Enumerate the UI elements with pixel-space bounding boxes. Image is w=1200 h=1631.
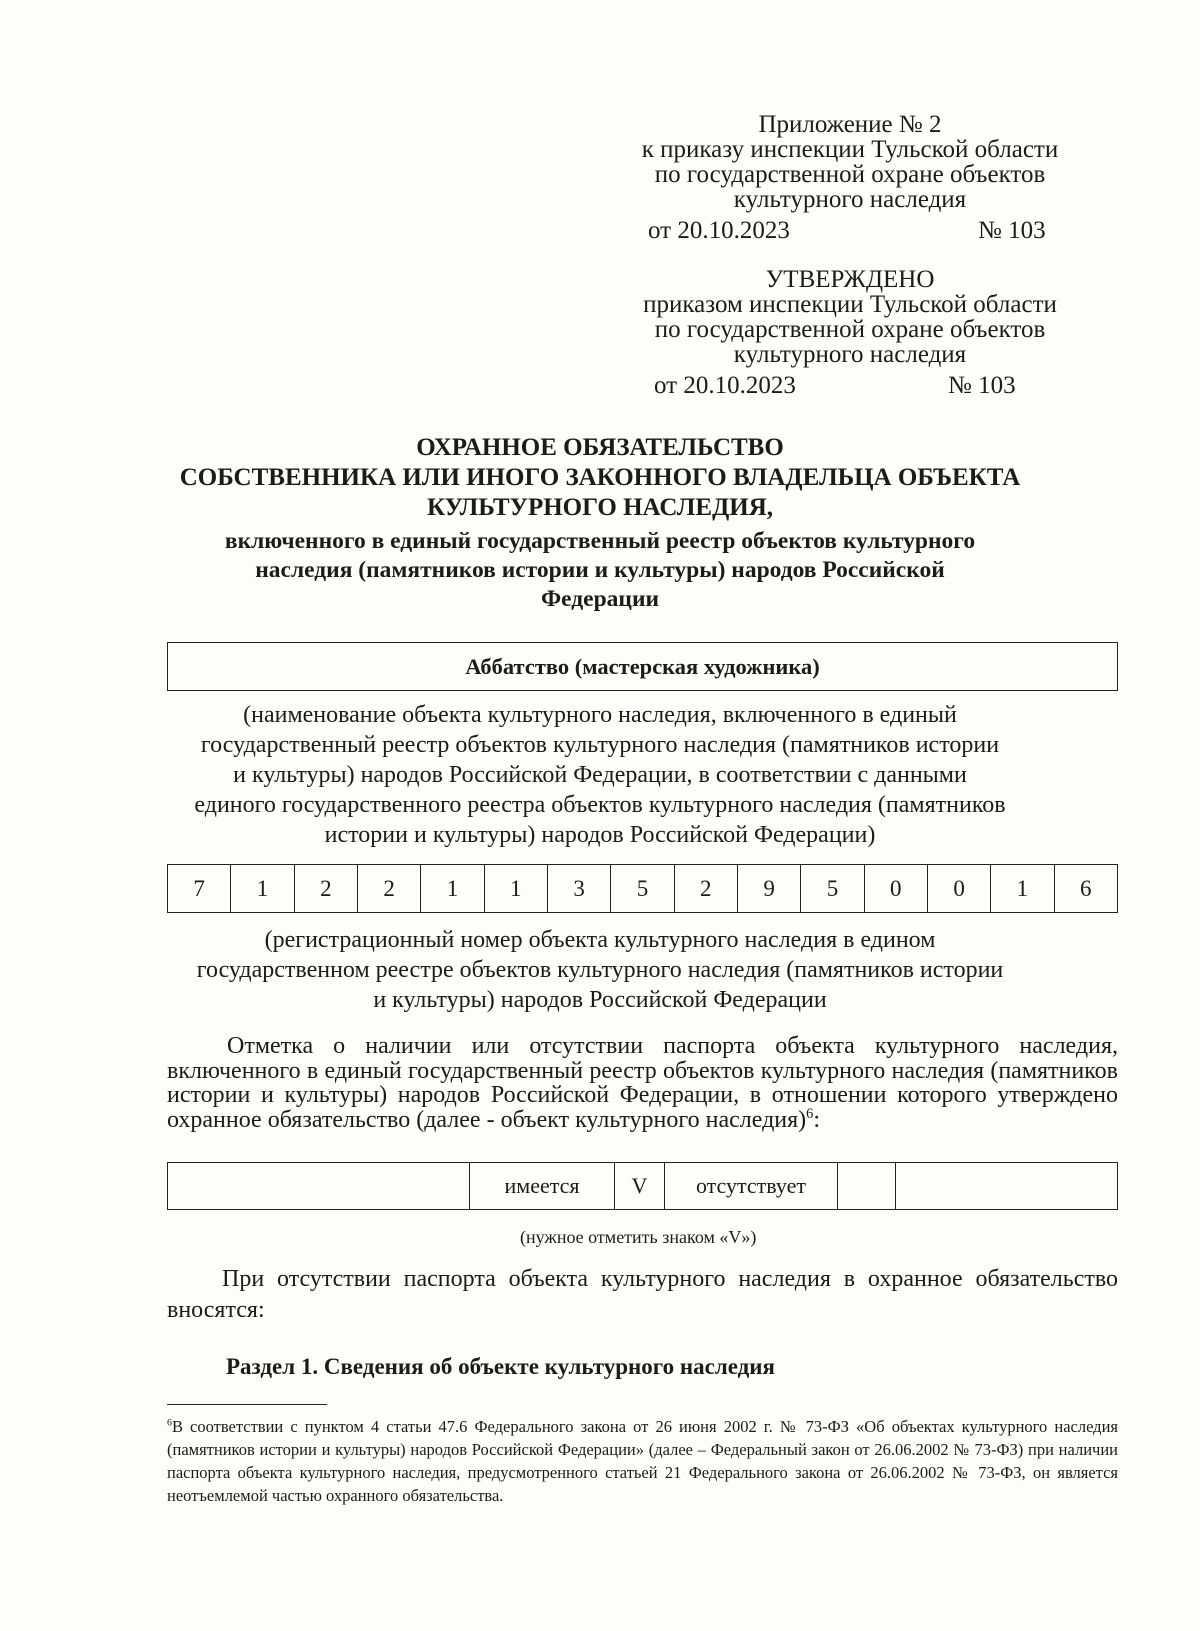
footnote-text: В соответствии с пунктом 4 статьи 47.6 Федерального закона от 26 июня 2002 г. № 73-ФЗ «Об объектах культурного наследия (памятников истории и культуры) народов Российской Федерации» (далее – Федеральный закон от 26.06.2002 № 73-ФЗ) при наличии паспорта объекта культурного наследия, предусмотренного статьей 21 Федерального закона от 26.06.2002 № 73-ФЗ, он является неотъемлемой частью охранного обязательства. — [167, 1417, 1118, 1505]
passport-mark-colon: : — [813, 1106, 821, 1133]
approved-line: приказом инспекции Тульской области — [643, 291, 1057, 318]
approved-line: культурного наследия — [733, 341, 967, 368]
appendix-line: Приложение № 2 — [758, 111, 942, 138]
caption-line: и культуры) народов Российской Федерации, в соответствии с данными — [233, 762, 967, 788]
object-name: Аббатство (мастерская художника) — [465, 653, 820, 679]
approved-header — [600, 267, 1100, 367]
footnote-ref: 6 — [806, 1105, 814, 1122]
caption-line: истории и культуры) народов Российской Федерации) — [324, 822, 876, 848]
registration-caption — [150, 925, 1050, 1015]
appendix-line: к приказу инспекции Тульской области — [641, 136, 1059, 163]
passport-absent-checkbox[interactable] — [838, 1163, 896, 1210]
reg-digit-cell: 1 — [484, 865, 547, 913]
appendix-line: культурного наследия — [733, 186, 967, 213]
reg-digit-cell: 0 — [927, 865, 990, 913]
passport-has-label: имеется — [470, 1163, 615, 1210]
approved-line: по государственной охране объектов — [654, 316, 1046, 343]
reg-digit-cell: 1 — [231, 865, 294, 913]
title-line: КУЛЬТУРНОГО НАСЛЕДИЯ, — [426, 494, 774, 521]
passport-mark-paragraph — [167, 1034, 1118, 1132]
passport-mark-table — [167, 1162, 1118, 1210]
appendix-number: № 103 — [978, 217, 1046, 244]
subtitle-line: наследия (памятников истории и культуры) народов Российской — [255, 557, 945, 583]
object-name-caption — [150, 700, 1050, 850]
appendix-line: по государственной охране объектов — [654, 161, 1046, 188]
reg-digit-cell: 1 — [991, 865, 1054, 913]
passport-empty-cell — [896, 1163, 1118, 1210]
caption-line: и культуры) народов Российской Федерации — [373, 987, 827, 1013]
caption-line: единого государственного реестра объектов культурного наследия (памятников — [194, 792, 1006, 818]
reg-digit-cell: 5 — [611, 865, 674, 913]
title-line: СОБСТВЕННИКА ИЛИ ИНОГО ЗАКОННОГО ВЛАДЕЛЬЦА ОБЪЕКТА — [179, 464, 1021, 491]
passport-absent-label: отсутствует — [665, 1163, 838, 1210]
reg-digit-cell: 7 — [168, 865, 231, 913]
reg-digit-cell: 2 — [294, 865, 357, 913]
passport-empty-cell — [168, 1163, 470, 1210]
caption-line: (регистрационный номер объекта культурного наследия в едином — [264, 927, 936, 953]
approved-line: УТВЕРЖДЕНО — [765, 266, 935, 293]
appendix-date: от 20.10.2023 — [648, 217, 790, 244]
caption-line: (наименование объекта культурного наследия, включенного в единый — [243, 702, 957, 728]
footnote — [167, 1415, 1118, 1507]
document-title — [140, 433, 1060, 523]
registration-number-table — [167, 864, 1118, 913]
approved-number: № 103 — [948, 372, 1016, 399]
object-name-box — [167, 642, 1118, 691]
reg-digit-cell: 9 — [737, 865, 800, 913]
reg-digit-cell: 5 — [801, 865, 864, 913]
mark-note: (нужное отметить знаком «V») — [520, 1227, 757, 1247]
passport-has-checkbox[interactable]: V — [615, 1163, 665, 1210]
footnote-number: 6 — [167, 1417, 172, 1429]
approved-date: от 20.10.2023 — [654, 372, 796, 399]
section-heading: Раздел 1. Сведения об объекте культурного наследия — [226, 1354, 775, 1379]
reg-digit-cell: 0 — [864, 865, 927, 913]
caption-line: государственном реестре объектов культурного наследия (памятников истории — [196, 957, 1004, 983]
appendix-header — [600, 112, 1100, 212]
subtitle-line: Федерации — [540, 586, 660, 612]
reg-digit-cell: 3 — [547, 865, 610, 913]
reg-digit-cell: 6 — [1054, 865, 1117, 913]
reg-digit-cell: 2 — [674, 865, 737, 913]
title-line: ОХРАННОЕ ОБЯЗАТЕЛЬСТВО — [416, 434, 784, 461]
reg-digit-cell: 1 — [421, 865, 484, 913]
document-subtitle — [140, 527, 1060, 614]
reg-digit-cell: 2 — [357, 865, 420, 913]
caption-line: государственный реестр объектов культурного наследия (памятников истории — [200, 732, 1000, 758]
footnote-divider — [167, 1404, 327, 1405]
subtitle-line: включенного в единый государственный реестр объектов культурного — [224, 528, 976, 554]
passport-mark-text: Отметка о наличии или отсутствии паспорта объекта культурного наследия, включенного в единый государственный реестр объектов культурного наследия (памятников истории и культуры) народов Российской Федерации, в отношении которого утверждено охранное обязательство (далее - объект культурного наследия) — [167, 1033, 1118, 1133]
absence-paragraph: При отсутствии паспорта объекта культурного наследия в охранное обязательство вносятся: — [167, 1266, 1118, 1323]
